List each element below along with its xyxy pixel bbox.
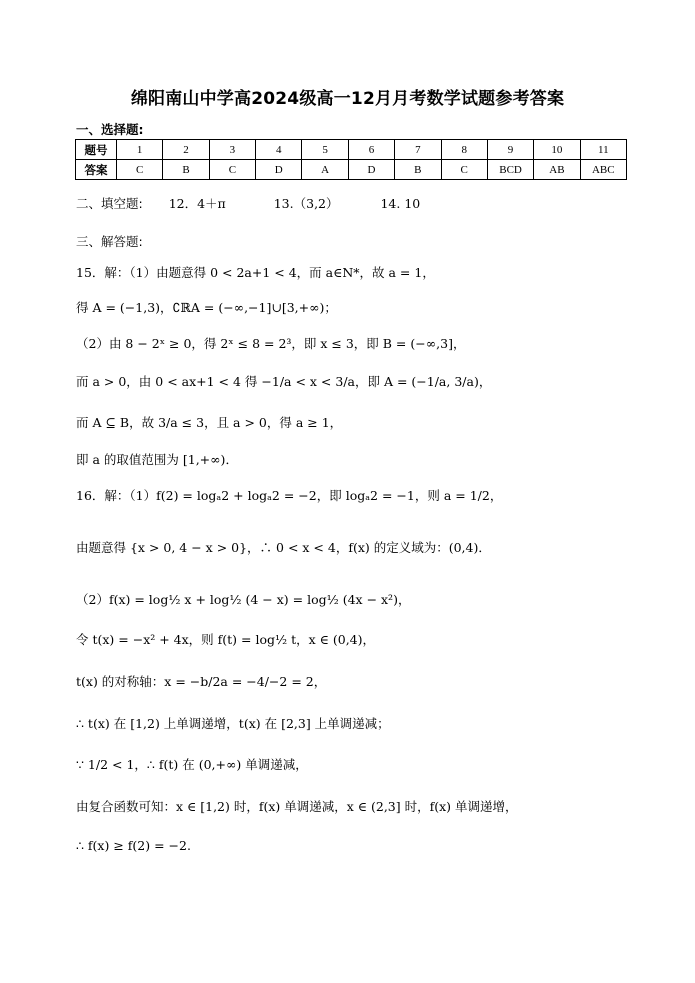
solution-line: ∵ 1/2 < 1，∴ f(t) 在 (0,+∞) 单调递减， — [76, 757, 308, 772]
question-cell: 11 — [580, 140, 626, 160]
answer-table — [75, 139, 627, 180]
answer-cell: AB — [534, 160, 580, 180]
question-cell: 7 — [395, 140, 441, 160]
row-header-question: 题号 — [76, 140, 117, 160]
solution-line: 而 A ⊆ B，故 3/a ≤ 3，且 a > 0，得 a ≥ 1， — [76, 415, 343, 430]
question-cell: 10 — [534, 140, 580, 160]
question-cell: 8 — [441, 140, 487, 160]
question-cell: 4 — [256, 140, 302, 160]
row-header-answer: 答案 — [76, 160, 117, 180]
answer-cell: BCD — [487, 160, 533, 180]
answer-q13: 13.（3,2） — [273, 196, 339, 211]
solution-line: 15．解：（1）由题意得 0 < 2a+1 < 4，而 a∈N*，故 a = 1， — [76, 265, 435, 280]
solution-line: （2）f(x) = log½ x + log½ (4 − x) = log½ (4x − x²)， — [76, 592, 411, 607]
answer-cell: B — [163, 160, 209, 180]
fill-in-answers — [76, 194, 420, 212]
section-heading-choice: 一、选择题: — [76, 122, 144, 137]
solution-line: （2）由 8 − 2ˣ ≥ 0，得 2ˣ ≤ 8 = 2³，即 x ≤ 3，即 B = (−∞,3]， — [76, 336, 466, 351]
answer-cell: ABC — [580, 160, 626, 180]
answer-cell: D — [348, 160, 394, 180]
question-number-row — [76, 140, 627, 160]
answer-cell: A — [302, 160, 348, 180]
answer-cell: C — [441, 160, 487, 180]
question-cell: 9 — [487, 140, 533, 160]
answer-cell: B — [395, 160, 441, 180]
solution-line: 即 a 的取值范围为 [1,+∞)． — [76, 452, 238, 467]
solution-line: 令 t(x) = −x² + 4x，则 f(t) = log½ t，x ∈ (0,4)， — [76, 632, 375, 647]
page-title: 绵阳南山中学高2024级高一12月月考数学试题参考答案 — [130, 89, 565, 109]
question-cell: 6 — [348, 140, 394, 160]
answer-cell: C — [209, 160, 255, 180]
question-cell: 2 — [163, 140, 209, 160]
answer-q12: 12．4＋π — [168, 196, 226, 211]
answer-q14: 14. 10 — [380, 196, 421, 211]
solution-line: ∴ f(x) ≥ f(2) = −2. — [76, 838, 191, 853]
section-heading-solutions: 三、解答题: — [76, 234, 143, 249]
solution-line: 16．解：（1）f(2) = logₐ2 + logₐ2 = −2，即 logₐ2 = −1，则 a = 1/2， — [76, 488, 503, 503]
section-heading-fill: 二、填空题: — [76, 196, 143, 211]
solution-line: 而 a > 0，由 0 < ax+1 < 4 得 −1/a < x < 3/a，即 A = (−1/a, 3/a)， — [76, 374, 492, 389]
answer-row — [76, 160, 627, 180]
solution-line: ∴ t(x) 在 [1,2) 上单调递增，t(x) 在 [2,3] 上单调递减； — [76, 716, 390, 731]
answer-cell: C — [117, 160, 163, 180]
question-cell: 1 — [117, 140, 163, 160]
solution-line: 得 A = (−1,3)，∁ℝA = (−∞,−1]∪[3,+∞)； — [76, 300, 337, 315]
question-cell: 5 — [302, 140, 348, 160]
answer-cell: D — [256, 160, 302, 180]
question-cell: 3 — [209, 140, 255, 160]
solution-line: 由复合函数可知：x ∈ [1,2) 时，f(x) 单调递减，x ∈ (2,3] 时，f(x) 单调递增， — [76, 799, 518, 814]
solution-line: 由题意得 {x > 0, 4 − x > 0}，∴ 0 < x < 4，f(x) 的定义域为：(0,4)． — [76, 540, 491, 555]
solution-line: t(x) 的对称轴：x = −b/2a = −4/−2 = 2， — [76, 674, 327, 689]
